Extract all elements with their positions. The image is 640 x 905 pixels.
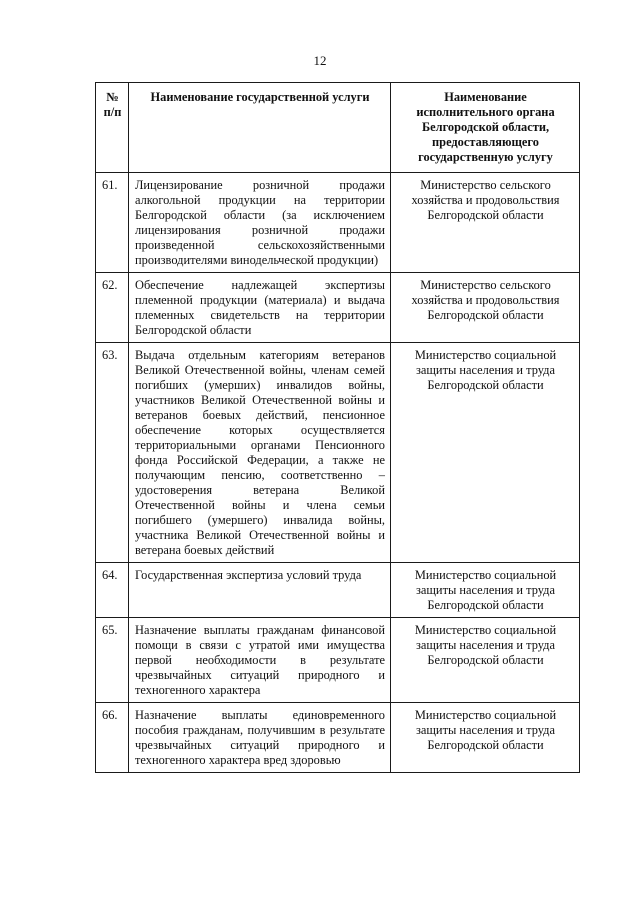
row-number: 64. xyxy=(96,563,129,618)
header-authority-name: Наименование исполнительного органа Белгородской области, предоставляющего государственную услугу xyxy=(391,83,580,173)
page-number: 12 xyxy=(313,53,327,68)
table-header-row xyxy=(96,83,580,173)
authority-name: Министерство сельского хозяйства и продовольствия Белгородской области xyxy=(391,273,580,343)
authority-name: Министерство социальной защиты населения и труда Белгородской области xyxy=(391,618,580,703)
row-number: 63. xyxy=(96,343,129,563)
service-name: Назначение выплаты гражданам финансовой помощи в связи с утратой ими имущества первой необходимости в результате чрезвычайных ситуаций природного и техногенного характера xyxy=(129,618,391,703)
authority-name: Министерство социальной защиты населения и труда Белгородской области xyxy=(391,703,580,773)
row-number: 65. xyxy=(96,618,129,703)
table-row xyxy=(96,343,580,563)
header-service-name: Наименование государственной услуги xyxy=(129,83,391,173)
service-name: Выдача отдельным категориям ветеранов Великой Отечественной войны, членам семей погибших (умерших) инвалидов войны, участников Великой Отечественной войны и ветеранов боевых действий, пенсионное обеспечение которых осуществляется территориальными органами Пенсионного фонда Российской Федерации, а также не получающим пенсию, соответственно – удостоверения ветерана Великой Отечественной войны и члена семьи погибшего (умершего) инвалида войны, участника Великой Отечественной войны и ветерана боевых действий xyxy=(129,343,391,563)
authority-name: Министерство социальной защиты населения и труда Белгородской области xyxy=(391,563,580,618)
authority-name: Министерство социальной защиты населения и труда Белгородской области xyxy=(391,343,580,563)
service-name: Государственная экспертиза условий труда xyxy=(129,563,391,618)
row-number: 61. xyxy=(96,173,129,273)
table-row xyxy=(96,563,580,618)
authority-name: Министерство сельского хозяйства и продовольствия Белгородской области xyxy=(391,173,580,273)
table-row xyxy=(96,618,580,703)
table-row xyxy=(96,703,580,773)
table-row xyxy=(96,173,580,273)
table-row xyxy=(96,273,580,343)
services-table xyxy=(95,82,580,773)
service-name: Лицензирование розничной продажи алкогольной продукции на территории Белгородской области (за исключением лицензирования розничной продажи произведенной сельскохозяйственными производителями винодельческой продукции) xyxy=(129,173,391,273)
header-number: № п/п xyxy=(96,83,129,173)
service-name: Обеспечение надлежащей экспертизы племенной продукции (материала) и выдача племенных свидетельств на территории Белгородской области xyxy=(129,273,391,343)
row-number: 62. xyxy=(96,273,129,343)
row-number: 66. xyxy=(96,703,129,773)
service-name: Назначение выплаты единовременного пособия гражданам, получившим в результате чрезвычайных ситуаций природного и техногенного характера вред здоровью xyxy=(129,703,391,773)
